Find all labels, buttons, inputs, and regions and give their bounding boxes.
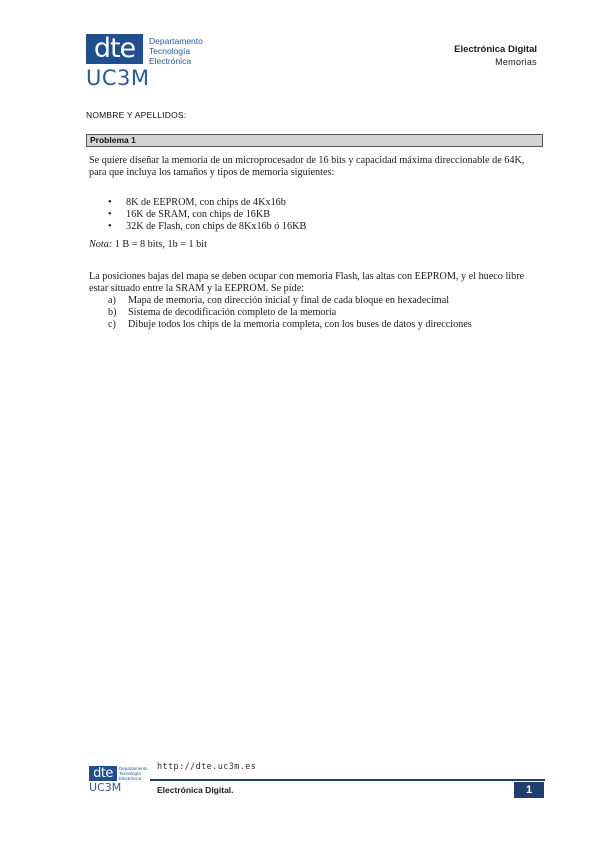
question-marker: c) [108, 319, 116, 330]
question-item [108, 319, 472, 331]
question-marker: b) [108, 307, 117, 318]
course-title: Electrónica Digital [454, 44, 537, 55]
footer-title: Electrónica Digital. [157, 785, 234, 795]
department-line: Departamento [149, 36, 203, 46]
problem-statement: La posiciones bajas del mapa se deben ocupar con memoria Flash, las altas con EEPROM, y el hueco libre estar situado entre la SRAM y la EEPROM. Se pide: [89, 271, 525, 294]
page-number: 1 [514, 782, 544, 798]
dte-logo: dte [86, 34, 143, 64]
footer-url-link[interactable]: http://dte.uc3m.es [157, 762, 257, 772]
department-line: Tecnología [119, 771, 141, 776]
list-item: • 16K de SRAM, con chips de 16KB [108, 209, 306, 221]
problem-heading: Problema 1 [86, 134, 543, 147]
question-text: Sistema de decodificación completo de la memoria [128, 307, 337, 318]
footer-department-name [119, 766, 148, 781]
department-line: Tecnología [149, 46, 191, 56]
list-item: • 32K de Flash, con chips de 8Kx16b ó 16KB [108, 221, 306, 233]
student-name-label: NOMBRE Y APELLIDOS: [86, 110, 187, 120]
problem-intro: Se quiere diseñar la memoria de un microprocesador de 16 bits y capacidad máxima direccionable de 64K, para que incluya los tamaños y tipos de memoria siguientes: [89, 155, 525, 178]
department-name [149, 36, 203, 66]
footer-uc3m-logo: UC3M [89, 781, 122, 794]
uc3m-logo: UC3M [86, 66, 150, 90]
question-text: Dibuje todos los chips de la memoria completa, con los buses de datos y direcciones [128, 319, 472, 330]
department-line: Electrónica [149, 56, 192, 66]
question-marker: a) [108, 295, 116, 306]
question-list [108, 295, 472, 331]
department-line: Departamento [119, 766, 148, 771]
department-line: Electrónica [119, 776, 142, 781]
topic-subtitle: Memorias [495, 57, 537, 67]
footer-divider [150, 779, 545, 781]
document-header [454, 44, 537, 68]
note-text: 1 B = 8 bits, 1b = 1 bit [112, 239, 207, 250]
note-label: Nota: [89, 239, 113, 250]
question-item [108, 295, 472, 307]
question-item [108, 307, 472, 319]
question-text: Mapa de memoria, con dirección inicial y final de cada bloque en hexadecimal [128, 295, 450, 306]
list-item: • 8K de EEPROM, con chips de 4Kx16b [108, 197, 306, 209]
footer-dte-logo: dte [89, 766, 117, 781]
memory-list [108, 197, 306, 233]
note [89, 239, 207, 250]
